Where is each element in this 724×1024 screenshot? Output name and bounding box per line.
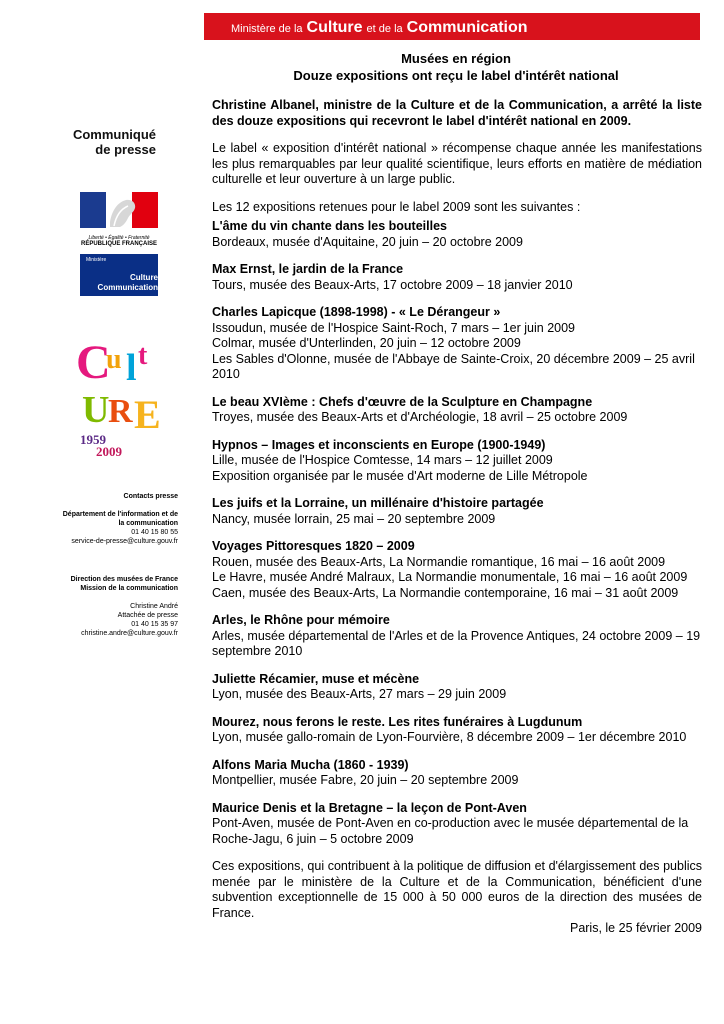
list-intro: Les 12 expositions retenues pour le label 2009 sont les suivantes : — [212, 199, 581, 214]
exhibition-venue: Colmar, musée d'Unterlinden, 20 juin – 12 octobre 2009 — [212, 336, 521, 350]
rf-name: RÉPUBLIQUE FRANÇAISE — [80, 241, 157, 247]
exhibition-item — [212, 758, 702, 789]
exhibition-item — [212, 715, 702, 746]
svg-text:t: t — [138, 340, 148, 371]
exhibition-venue: Rouen, musée des Beaux-Arts, La Normandie romantique, 16 mai – 16 août 2009 — [212, 554, 666, 569]
exhibition-item — [212, 262, 702, 293]
exhibition-item — [212, 801, 702, 848]
intro-paragraph: Le label « exposition d'intérêt national » récompense chaque année les manifestations les plus remarquables par leur qualité scientifique, leurs efforts en matière de médiation culturelle et leur ouverture à un large public. — [212, 141, 702, 186]
mcc-top: Ministère — [86, 257, 107, 263]
exhibition-item — [212, 395, 702, 426]
svg-text:E: E — [134, 392, 161, 430]
exhibition-title: L'âme du vin chante dans les bouteilles — [212, 219, 447, 233]
lead-paragraph: Christine Albanel, ministre de la Culture et de la Communication, a arrêté la liste des douze expositions qui recevront le label d'intérêt national en 2009. — [212, 98, 702, 128]
exhibition-title: Les juifs et la Lorraine, un millénaire d'histoire partagée — [212, 496, 544, 510]
communique-line1: Communiqué — [72, 127, 156, 142]
culture-50-years-logo — [76, 330, 162, 460]
contact1-dept-line2: la communication — [118, 520, 178, 527]
ministere-culture-logo — [80, 254, 158, 296]
exhibition-venue: Tours, musée des Beaux-Arts, 17 octobre 2009 – 18 janvier 2010 — [212, 277, 573, 292]
exhibition-item — [212, 219, 702, 250]
exhibition-venue: Montpellier, musée Fabre, 20 juin – 20 septembre 2009 — [212, 773, 519, 787]
exhibition-list — [212, 219, 702, 847]
title-line2: Douze expositions ont reçu le label d'intérêt national — [293, 68, 619, 83]
exhibition-title: Maurice Denis et la Bretagne – la leçon de Pont-Aven — [212, 800, 527, 815]
years-top: 1959 — [80, 432, 106, 447]
contact1-dept-line1: Département de l'information et de — [62, 511, 178, 518]
closing-paragraph: Ces expositions, qui contribuent à la politique de diffusion et d'élargissement des publics menée par le ministère de la Culture et de la Communication, bénéficient d'une subvention exceptionnelle de 15 000 à 50 000 euros de la direction des musées de France. — [212, 859, 702, 920]
mcc-line2: Communication — [97, 283, 158, 292]
signature-date: Paris, le 25 février 2009 — [569, 921, 702, 935]
culture-letters-icon — [76, 330, 162, 430]
exhibition-title: Le beau XVIème : Chefs d'œuvre de la Sculpture en Champagne — [212, 394, 593, 409]
contact2-email[interactable]: christine.andre@culture.gouv.fr — [81, 630, 178, 637]
banner-middle: et de la — [366, 23, 403, 35]
svg-text:R: R — [108, 393, 133, 430]
exhibition-item — [212, 539, 702, 601]
exhibition-venue: Lille, musée de l'Hospice Comtesse, 14 mars – 12 juillet 2009 — [212, 453, 553, 467]
contact2-phone: 01 40 15 35 97 — [131, 621, 178, 628]
exhibition-venue: Troyes, musée des Beaux-Arts et d'Archéologie, 18 avril – 25 octobre 2009 — [212, 410, 628, 424]
exhibition-title: Juliette Récamier, muse et mécène — [212, 671, 420, 686]
title-line1: Musées en région — [401, 51, 511, 66]
svg-text:l: l — [126, 347, 137, 389]
exhibition-item — [212, 438, 702, 485]
exhibition-title: Alfons Maria Mucha (1860 - 1939) — [212, 757, 409, 772]
svg-text:u: u — [106, 344, 122, 375]
rf-motto: Liberté • Égalité • Fraternité — [88, 235, 150, 241]
contacts-title-text: Contacts presse — [123, 493, 178, 500]
press-release-body — [212, 98, 702, 937]
page-title — [212, 50, 700, 84]
exhibition-title: Charles Lapicque (1898-1998) - « Le Dérangeur » — [212, 305, 501, 319]
contact2-name: Christine André — [130, 603, 178, 610]
contact-block-dmf — [40, 575, 178, 638]
exhibition-item — [212, 496, 702, 527]
exhibition-title: Max Ernst, le jardin de la France — [212, 262, 404, 276]
exhibition-venue: Le Havre, musée André Malraux, La Normandie monumentale, 16 mai – 16 août 2009 — [212, 570, 688, 584]
exhibition-venue: Issoudun, musée de l'Hospice Saint-Roch, 7 mars – 1er juin 2009 — [212, 320, 576, 335]
exhibition-venue: Lyon, musée des Beaux-Arts, 27 mars – 29 juin 2009 — [212, 687, 507, 701]
banner-prefix: Ministère de la — [231, 23, 303, 35]
exhibition-item — [212, 305, 702, 383]
republique-francaise-logo — [80, 192, 158, 248]
exhibition-item — [212, 613, 702, 660]
svg-text:C: C — [76, 336, 111, 389]
contact2-dept-line1: Direction des musées de France — [70, 576, 178, 583]
contact2-dept-line2: Mission de la communication — [80, 585, 178, 592]
contacts-title — [40, 492, 178, 501]
communique-heading — [40, 127, 156, 157]
exhibition-venue: Les Sables d'Olonne, musée de l'Abbaye de Sainte-Croix, 20 décembre 2009 – 25 avril 2010 — [212, 351, 695, 381]
exhibition-venue: Lyon, musée gallo-romain de Lyon-Fourvière, 8 décembre 2009 – 1er décembre 2010 — [212, 730, 687, 744]
exhibition-venue: Exposition organisée par le musée d'Art moderne de Lille Métropole — [212, 468, 588, 483]
svg-text:U: U — [82, 389, 110, 430]
exhibition-title: Arles, le Rhône pour mémoire — [212, 613, 390, 627]
exhibition-venue: Pont-Aven, musée de Pont-Aven en co-production avec le musée départemental de la Roche-Jagu, 6 juin – 5 octobre 2009 — [212, 816, 689, 846]
exhibition-venue: Caen, musée des Beaux-Arts, La Normandie contemporaine, 16 mai – 31 août 2009 — [212, 585, 679, 600]
banner-communication: Communication — [406, 19, 528, 36]
exhibition-item — [212, 672, 702, 703]
ministry-banner — [204, 13, 700, 40]
contact1-phone: 01 40 15 80 55 — [131, 529, 178, 536]
exhibition-venue: Nancy, musée lorrain, 25 mai – 20 septembre 2009 — [212, 511, 496, 526]
communique-line2: de presse — [95, 142, 156, 157]
mcc-line1: Culture — [130, 273, 158, 282]
contact1-email[interactable]: service-de-presse@culture.gouv.fr — [71, 538, 178, 545]
exhibition-venue: Bordeaux, musée d'Aquitaine, 20 juin – 20 octobre 2009 — [212, 234, 523, 249]
exhibition-title: Hypnos – Images et inconscients en Europe (1900-1949) — [212, 437, 546, 452]
exhibition-title: Voyages Pittoresques 1820 – 2009 — [212, 539, 415, 553]
marianne-flag-icon — [80, 192, 158, 228]
years-bottom: 2009 — [96, 444, 122, 459]
banner-culture: Culture — [306, 19, 363, 36]
exhibition-title: Mourez, nous ferons le reste. Les rites funéraires à Lugdunum — [212, 714, 583, 729]
exhibition-venue: Arles, musée départemental de l'Arles et de la Provence Antiques, 24 octobre 2009 – 19 septembre 2010 — [212, 628, 701, 658]
contact-block-dicom — [40, 510, 178, 546]
contact2-role: Attachée de presse — [117, 612, 178, 619]
